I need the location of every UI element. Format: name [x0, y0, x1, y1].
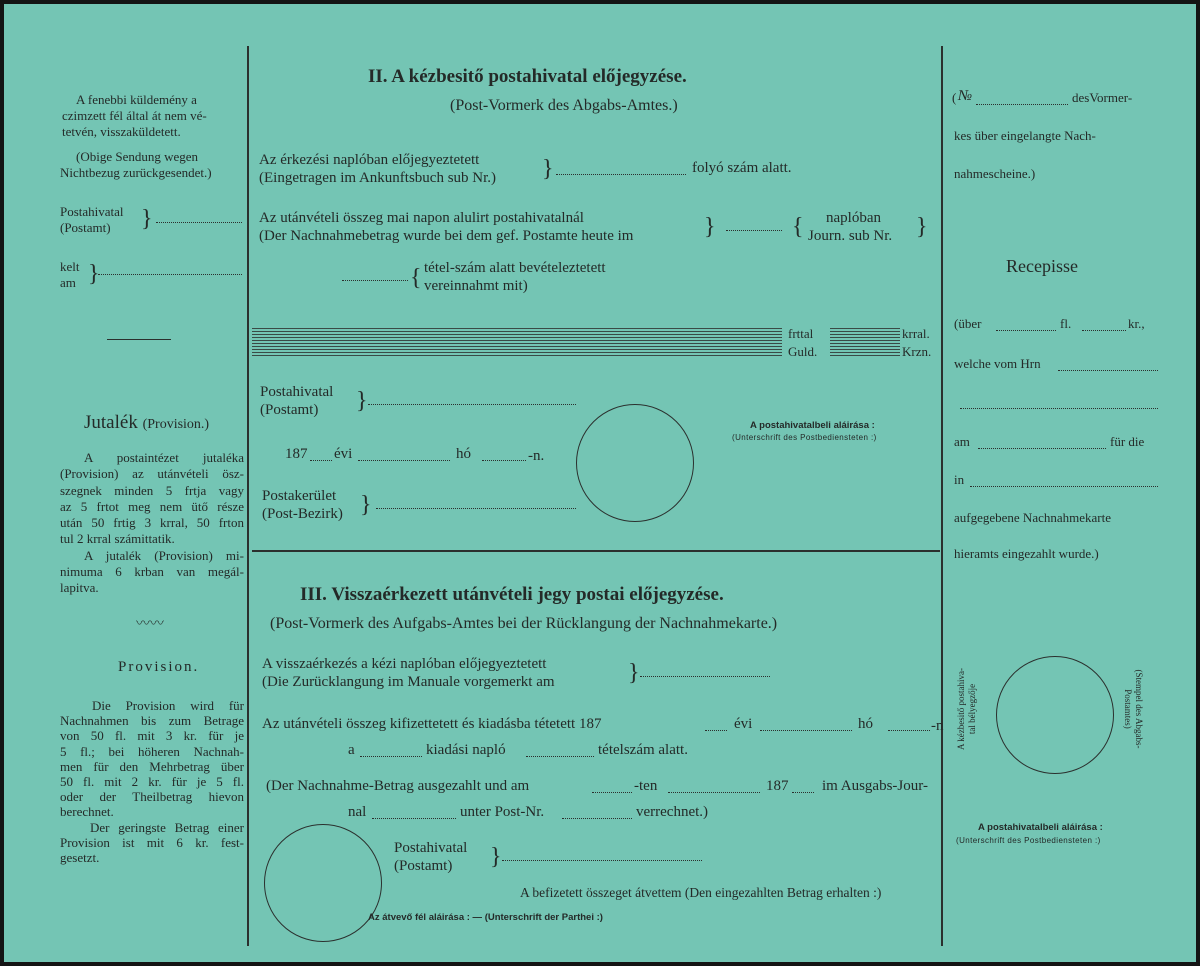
expense-journal: kiadási napló [426, 742, 506, 758]
arrival-number-field[interactable] [556, 174, 686, 175]
aufgegebene-label: aufgegebene Nachnahmekarte [954, 510, 1111, 525]
expense-journal-field[interactable] [526, 756, 594, 757]
s3-post-office-de: (Postamt) [394, 858, 453, 874]
s2-stamp-circle [576, 404, 694, 522]
amount-hu: Az utánvételi összeg mai napon alulirt postahivatalnál [259, 210, 584, 226]
section3-subtitle: (Post-Vormerk des Aufgabs-Amtes bei der Rücklangung der Nachnahmekarte.) [270, 615, 778, 632]
a-label: a [348, 742, 355, 758]
journal-open-brace: { [792, 214, 804, 240]
provision-title: Provision. [118, 659, 200, 675]
welche-label: welche vom Hrn [954, 356, 1041, 371]
commission-text-line: nimuma 6 krban van megál- [60, 564, 244, 580]
s2-post-office-brace: } [356, 388, 368, 414]
section2-title: II. A kézbesitő postahivatal előjegyzése. [368, 66, 687, 87]
r-signature-de: (Unterschrift des Postbediensteten :) [956, 836, 1101, 845]
s3-stamp-circle [264, 824, 382, 942]
commission-text [60, 450, 244, 597]
paid-de-month-field[interactable] [668, 792, 760, 793]
right-number-field[interactable] [976, 104, 1068, 105]
district-de: (Post-Bezirk) [262, 506, 343, 522]
amount-journal-field[interactable] [726, 230, 782, 231]
left-dated-hu: kelt [60, 259, 80, 274]
arrival-brace: } [542, 156, 554, 182]
s3-post-office-field[interactable] [502, 860, 702, 861]
hieramts-label: hieramts eingezahlt wurde.) [954, 546, 1099, 561]
provision-text-line: Der geringste Betrag einer [90, 819, 244, 835]
year-187: 187 [766, 778, 789, 794]
provision-text-line: Provision ist mit 6 kr. fest- [60, 834, 244, 850]
commission-text-line: után 50 frtig 3 krral, 50 frton [60, 515, 244, 531]
item-de: vereinnahmt mit) [424, 278, 528, 294]
s3-day-suffix: -n [931, 718, 944, 734]
stamp-right-rotated [1122, 644, 1144, 774]
commission-text-line: (Provision) az utánvételi ösz- [60, 466, 244, 482]
kr-label: kr., [1128, 316, 1145, 331]
s2-month-label: hó [456, 446, 471, 462]
provision-text-line: gesetzt. [60, 850, 100, 866]
am-field[interactable] [978, 448, 1106, 449]
arrival-serial: folyó szám alatt. [692, 160, 792, 176]
s3-year-label: évi [734, 716, 753, 732]
district-hu: Postakerület [262, 488, 337, 504]
journal-de-label: im Ausgabs-Jour- [822, 778, 928, 794]
item-number-field[interactable] [342, 280, 408, 281]
s3-year-month-field[interactable] [760, 730, 852, 731]
commission-text-line: szegnek minden 5 frtja vagy [60, 482, 244, 498]
item-hu: tétel-szám alatt bevételeztetett [424, 260, 606, 276]
s2-day-field[interactable] [482, 460, 526, 461]
stamp-right-label [1116, 650, 1150, 780]
party-signature: Az átvevő fél aláirása : — (Unterschrift der Parthei :) [368, 912, 603, 923]
provision-text-line: men für den Mehrbetrag über [60, 758, 244, 774]
left-dated-field[interactable] [98, 274, 242, 275]
guld-label: Guld. [788, 344, 818, 359]
amount-de: (Der Nachnahmebetrag wurde bei dem gef. Postamte heute im [259, 228, 634, 244]
return-de: (Die Zurücklangung im Manuale vorgemerkt am [262, 674, 555, 690]
paid-de-1: (Der Nachnahme-Betrag ausgezahlt und am [266, 778, 530, 794]
arrival-de: (Eingetragen im Ankunftsbuch sub Nr.) [259, 170, 497, 186]
provision-text-line: 50 fl. mit 2 kr. für je 5 fl. [60, 774, 244, 790]
provision-text-line: 5 fl.; bei höheren Nachnah- [60, 743, 244, 759]
right-line1-prefix: ( [952, 90, 957, 105]
fl-label: fl. [1060, 316, 1072, 331]
right-line2: kes über eingelangte Nach- [954, 128, 1096, 143]
krzn-label: Krzn. [902, 344, 932, 359]
s2-year-label: évi [334, 446, 353, 462]
right-line3: nahmescheine.) [954, 166, 1036, 181]
in-field[interactable] [970, 486, 1158, 487]
returned-hu-line-1: A fenebbi küldemény a [76, 92, 197, 107]
ten-label: -ten [634, 778, 658, 794]
returned-hu-line-3: tetvén, visszaküldetett. [62, 124, 181, 139]
uber-label: (über [954, 316, 982, 331]
arrival-hu: Az érkezési naplóban előjegyeztetett [259, 152, 480, 168]
stamp-left-label [950, 650, 984, 780]
s2-post-office-field[interactable] [368, 404, 576, 405]
nal-label: nal [348, 804, 367, 820]
s2-year-month-field[interactable] [358, 460, 450, 461]
district-brace: } [360, 492, 372, 518]
section-divider [252, 550, 940, 552]
journal-close-brace: } [916, 214, 928, 240]
right-column-divider [941, 46, 943, 946]
s2-signature-de: (Unterschrift des Postbediensteten :) [732, 433, 877, 442]
commission-text-line: tul 2 krral számittatik. [60, 531, 175, 547]
left-dated-brace: } [88, 261, 100, 287]
amount-brace: } [704, 214, 716, 240]
left-column-divider [247, 46, 249, 946]
s3-day-field[interactable] [888, 730, 930, 731]
left-dated-de: am [60, 275, 76, 290]
krral-label: krral. [902, 326, 930, 341]
provision-text-line: Die Provision wird für [92, 698, 244, 713]
left-post-office-hu: Postahivatal [60, 204, 124, 219]
stamp-left-line: tal bélyegzője [967, 683, 977, 735]
commission-text-line: A postaintézet jutaléka [84, 450, 244, 465]
amount-lines-kreuzer [830, 328, 900, 358]
section2-subtitle: (Post-Vormerk des Abgabs-Amtes.) [450, 97, 678, 114]
in-label: in [954, 472, 965, 487]
commission-title-de: (Provision.) [142, 417, 210, 432]
s3-post-office-brace: } [490, 844, 502, 870]
item-under: tételszám alatt. [598, 742, 688, 758]
item-brace: { [410, 265, 422, 291]
commission-title [84, 412, 209, 436]
commission-text-line: lapitva. [60, 580, 99, 596]
left-post-office-de: (Postamt) [60, 220, 111, 235]
paid-hu: Az utánvételi összeg kifizettetett és kiadásba tétetett 187 [262, 716, 602, 732]
welche-field[interactable] [1058, 370, 1158, 371]
wave-ornament: 〰〰 [136, 617, 164, 632]
s2-signature-hu: A postahivatalbeli aláirása : [750, 420, 875, 431]
frttal-label: frttal [788, 326, 814, 341]
paid-de-day-field[interactable] [592, 792, 632, 793]
postal-form-sheet [4, 4, 1196, 962]
s3-month-label: hó [858, 716, 873, 732]
settled-label: verrechnet.) [636, 804, 709, 820]
stamp-left-rotated [956, 644, 978, 774]
commission-title-hu: Jutalék [84, 412, 138, 433]
journal-hu: naplóban [826, 210, 881, 226]
paid-de-year-field[interactable] [792, 792, 814, 793]
post-nr-label: unter Post-Nr. [460, 804, 545, 820]
post-nr-field[interactable] [562, 818, 632, 819]
received-label: A befizetett összeget átvettem (Den eingezahlten Betrag erhalten :) [520, 885, 882, 900]
right-no-sign: № [958, 88, 973, 104]
uber-field[interactable] [996, 330, 1056, 331]
returned-hu-line-2: czimzett fél által át nem vé- [62, 108, 207, 123]
section3-title: III. Visszaérkezett utánvételi jegy postai előjegyzése. [300, 584, 724, 605]
s3-year-field[interactable] [705, 730, 727, 731]
fur-die-label: für die [1110, 434, 1145, 449]
s2-post-office-hu: Postahivatal [260, 384, 334, 400]
welche-field-2[interactable] [960, 408, 1158, 409]
left-post-office-field[interactable] [156, 222, 242, 223]
a-field[interactable] [360, 756, 422, 757]
s2-year-field[interactable] [310, 460, 332, 461]
return-brace: } [628, 660, 640, 686]
provision-text-line: von 50 fl. mit 3 kr. für je [60, 728, 244, 744]
left-post-office-brace: } [141, 206, 153, 232]
commission-text-line: A jutalék (Provision) mi- [84, 547, 244, 563]
recepisse-title: Recepisse [1006, 256, 1078, 276]
amount-lines-florin [252, 328, 782, 358]
return-date-field[interactable] [640, 676, 770, 677]
provision-text [60, 698, 244, 865]
stamp-left-line: A kézbesitő postahiva- [956, 668, 966, 750]
left-separator-rule [107, 339, 171, 340]
provision-text-line: berechnet. [60, 804, 114, 820]
recepisse-stamp-circle [996, 656, 1114, 774]
right-line1-suffix: desVormer- [1072, 90, 1133, 105]
am-label: am [954, 434, 970, 449]
s2-day-suffix: -n. [528, 448, 545, 464]
r-signature-hu: A postahivatalbeli aláirása : [978, 822, 1103, 833]
s2-year-prefix: 187 [285, 446, 308, 462]
returned-de-line-1: (Obige Sendung wegen [76, 149, 199, 164]
s3-post-office-hu: Postahivatal [394, 840, 468, 856]
commission-text-line: az 5 frtot meg nem ütő része [60, 498, 244, 514]
returned-de-line-2: Nichtbezug zurückgesendet.) [60, 165, 212, 180]
s2-post-office-de: (Postamt) [260, 402, 319, 418]
return-hu: A visszaérkezés a kézi naplóban előjegyeztetett [262, 656, 547, 672]
provision-text-line: Nachnahmen bis zum Betrage [60, 713, 244, 729]
journal-de: Journ. sub Nr. [808, 228, 893, 244]
stamp-right-line: (Stempel des Abgabs- [1134, 669, 1144, 749]
fl-field[interactable] [1082, 330, 1126, 331]
provision-text-line: oder der Theilbetrag hievon [60, 789, 244, 805]
nal-field[interactable] [372, 818, 456, 819]
stamp-right-line: Postamtes) [1123, 689, 1133, 729]
district-field[interactable] [376, 508, 576, 509]
